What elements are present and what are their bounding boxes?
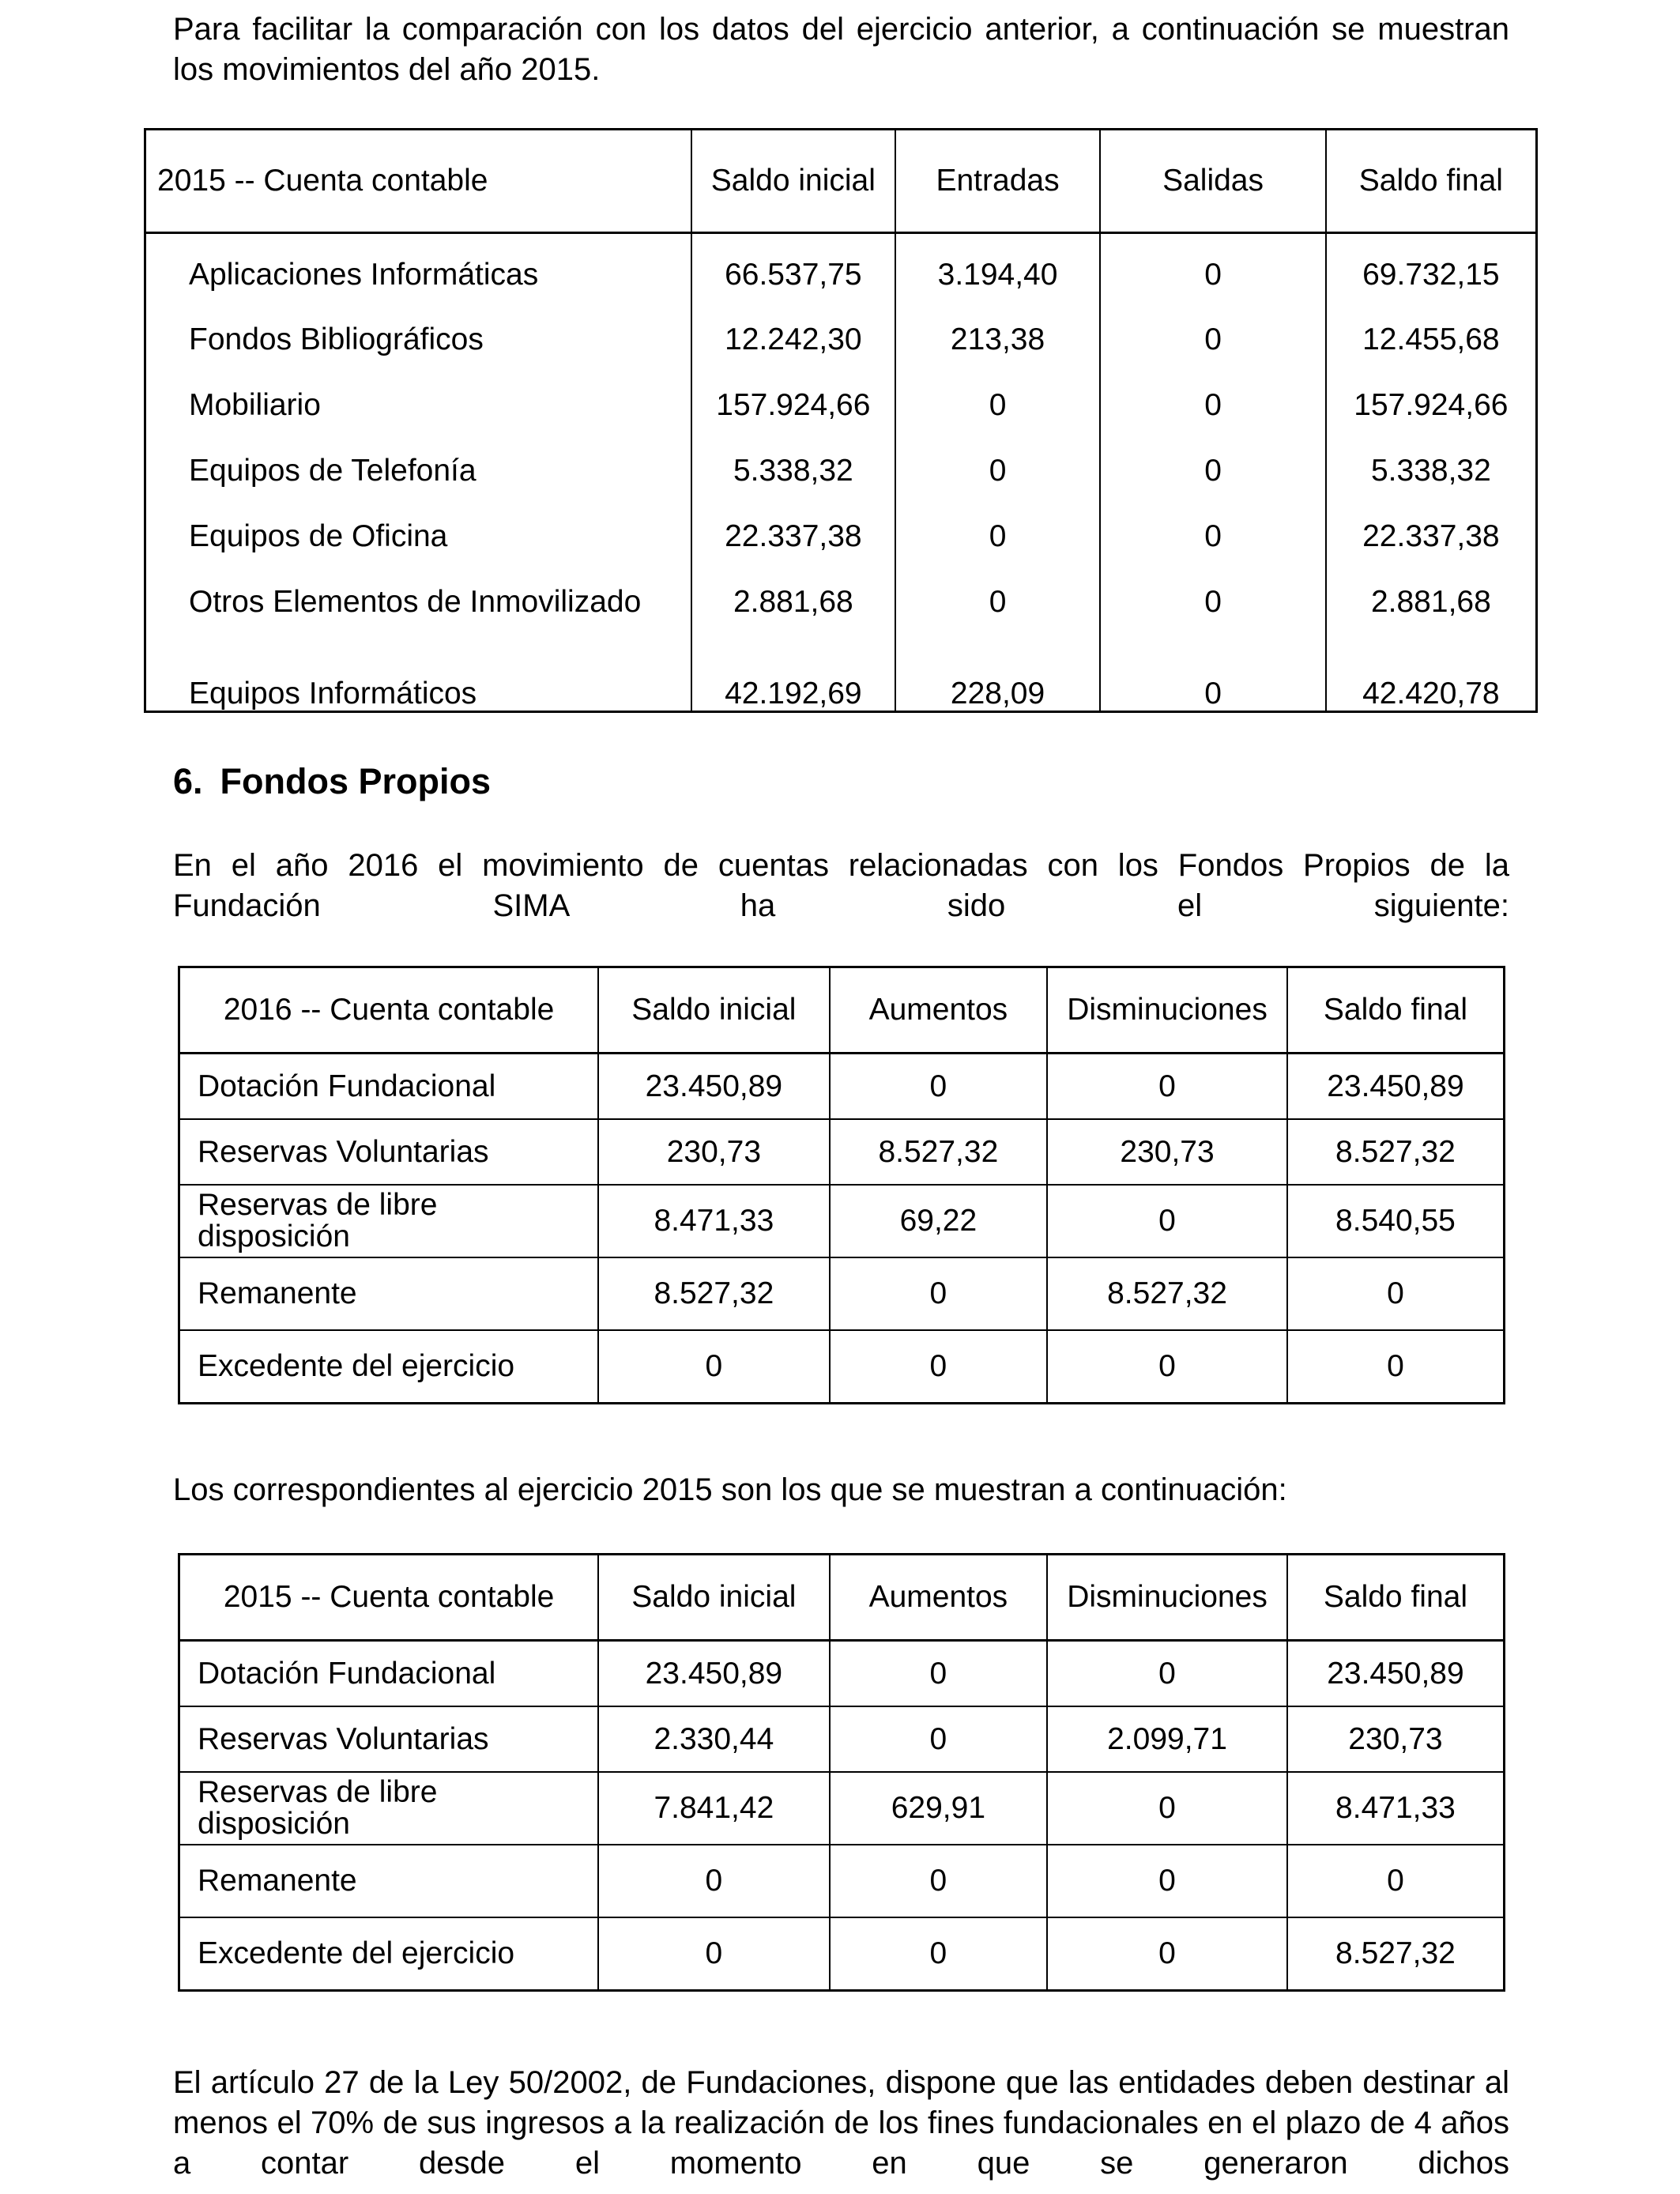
table-cell: 5.338,32 (691, 438, 895, 503)
table-row (145, 233, 1537, 307)
table-cell: Dotación Fundacional (179, 1641, 599, 1707)
header-cell: Saldo final (1287, 1555, 1505, 1641)
table-cell: 0 (598, 1917, 829, 1991)
table-cell: Equipos de Telefonía (189, 453, 477, 488)
table-row (145, 438, 1537, 503)
table-cell: 8.527,32 (598, 1257, 829, 1330)
table-cell: 0 (1047, 1054, 1287, 1120)
table-row (179, 1641, 1505, 1707)
table-cell: Otros Elementos de Inmovilizado (189, 584, 642, 619)
header-cell: Saldo inicial (598, 967, 829, 1054)
table-cell: 8.527,32 (1287, 1917, 1505, 1991)
table-cell: 0 (1100, 307, 1325, 372)
table-cell: 8.527,32 (1287, 1119, 1505, 1185)
table-fondos-propios-2015 (178, 1553, 1505, 1992)
table-cell: 5.338,32 (1326, 438, 1537, 503)
table-cell: 2.099,71 (1047, 1706, 1287, 1772)
table-cell: 0 (830, 1641, 1048, 1707)
table-cell: Excedente del ejercicio (179, 1917, 599, 1991)
table-cell: 0 (1100, 635, 1325, 712)
table-cell: 230,73 (1047, 1119, 1287, 1185)
table-cell: 0 (1100, 372, 1325, 438)
table-cell: 8.471,33 (598, 1185, 829, 1257)
table-cell: 213,38 (895, 307, 1101, 372)
table-cell: 230,73 (598, 1119, 829, 1185)
table-cell: 23.450,89 (598, 1054, 829, 1120)
table-cell: 228,09 (895, 635, 1101, 712)
table-cell: 0 (1100, 569, 1325, 635)
header-cell: 2016 -- Cuenta contable (179, 967, 599, 1054)
table-cell: 0 (830, 1257, 1048, 1330)
table-row (179, 1119, 1505, 1185)
header-cell: Aumentos (830, 1555, 1048, 1641)
table-cell: Reservas Voluntarias (179, 1119, 599, 1185)
table-cell: 0 (1047, 1917, 1287, 1991)
table-fondos-propios-2016 (178, 966, 1505, 1404)
table-cell: 69.732,15 (1326, 233, 1537, 307)
header-cell: 2015 -- Cuenta contable (145, 130, 691, 233)
intro-paragraph: Para facilitar la comparación con los datos del ejercicio anterior, a continuación se muestran los movimientos del año 2015. (173, 12, 1509, 87)
table-row (145, 503, 1537, 569)
table-cell: 42.192,69 (691, 635, 895, 712)
section-heading (173, 759, 491, 805)
table-cell: 0 (1100, 503, 1325, 569)
table-cell: 2.330,44 (598, 1706, 829, 1772)
table-cell: 8.471,33 (1287, 1772, 1505, 1845)
table-cell: 0 (1047, 1772, 1287, 1845)
table-cell: 0 (1047, 1185, 1287, 1257)
table-cell: Mobiliario (189, 387, 321, 422)
table-cell: Equipos de Oficina (189, 518, 448, 553)
table-cell: Aplicaciones Informáticas (189, 258, 539, 292)
header-cell: Saldo inicial (691, 130, 895, 233)
table-row (145, 307, 1537, 372)
table-cell: 42.420,78 (1326, 635, 1537, 712)
table-cell: 0 (1100, 438, 1325, 503)
table-cell: 0 (1047, 1845, 1287, 1917)
table-cell: Equipos Informáticos (189, 677, 477, 711)
section-number: 6. (173, 761, 203, 801)
header-cell: Salidas (1100, 130, 1325, 233)
table-cell: 0 (895, 372, 1101, 438)
table-row (179, 1257, 1505, 1330)
table-cell: 23.450,89 (1287, 1641, 1505, 1707)
table-cell: 8.540,55 (1287, 1185, 1505, 1257)
table-cell: Excedente del ejercicio (179, 1330, 599, 1404)
table-row (179, 1054, 1505, 1120)
paragraph-2015: Los correspondientes al ejercicio 2015 son los que se muestran a continuación: (173, 1472, 1287, 1507)
table-row (179, 1845, 1505, 1917)
table-cell: 157.924,66 (691, 372, 895, 438)
table-cell: 230,73 (1287, 1706, 1505, 1772)
table-row (145, 635, 1537, 712)
table-header-row (179, 1555, 1505, 1641)
table-cell: 0 (1047, 1330, 1287, 1404)
paragraph-2016: En el año 2016 el movimiento de cuentas relacionadas con los Fondos Propios de la Fundación SIMA ha sido el siguiente: (173, 848, 1509, 923)
table-cell: 0 (895, 438, 1101, 503)
table-cell: 0 (598, 1330, 829, 1404)
table-cell: 629,91 (830, 1772, 1048, 1845)
table-row (145, 569, 1537, 635)
table-cell: 69,22 (830, 1185, 1048, 1257)
table-cell: 0 (1100, 233, 1325, 307)
table-cell: 0 (830, 1917, 1048, 1991)
table-cell: 22.337,38 (1326, 503, 1537, 569)
table-cell: 8.527,32 (830, 1119, 1048, 1185)
closing-paragraph: El artículo 27 de la Ley 50/2002, de Fundaciones, dispone que las entidades deben destinar al menos el 70% de sus ingresos a la realización de los fines fundacionales en el plazo de 4 años a contar desde el momento en que se generaron dichos (173, 2065, 1509, 2181)
header-cell: Disminuciones (1047, 1555, 1287, 1641)
table-cell: 0 (830, 1330, 1048, 1404)
header-cell: Saldo final (1326, 130, 1537, 233)
table-cell: 8.527,32 (1047, 1257, 1287, 1330)
table-cell: 0 (1047, 1641, 1287, 1707)
table-cell: Reservas de libre disposición (179, 1772, 599, 1845)
header-cell: Disminuciones (1047, 967, 1287, 1054)
section-title: Fondos Propios (220, 761, 492, 801)
table-cell: Remanente (179, 1845, 599, 1917)
table-row (179, 1706, 1505, 1772)
table-row (179, 1917, 1505, 1991)
table-cell: 0 (830, 1054, 1048, 1120)
table-row (179, 1330, 1505, 1404)
table-cell: 0 (830, 1706, 1048, 1772)
table-cell: 0 (1287, 1330, 1505, 1404)
header-cell: Aumentos (830, 967, 1048, 1054)
table-row (145, 372, 1537, 438)
table-cell: 23.450,89 (598, 1641, 829, 1707)
table-cell: 22.337,38 (691, 503, 895, 569)
table-cell: 7.841,42 (598, 1772, 829, 1845)
table-cell: 2.881,68 (1326, 569, 1537, 635)
table-cell: 0 (830, 1845, 1048, 1917)
table-row (179, 1185, 1505, 1257)
table-row (179, 1772, 1505, 1845)
table-cell: 12.455,68 (1326, 307, 1537, 372)
table-cell: Dotación Fundacional (179, 1054, 599, 1120)
table-cell: Remanente (179, 1257, 599, 1330)
table-cell: 157.924,66 (1326, 372, 1537, 438)
table-cell: 0 (895, 503, 1101, 569)
header-cell: 2015 -- Cuenta contable (179, 1555, 599, 1641)
table-cell: 3.194,40 (895, 233, 1101, 307)
table-cell: Fondos Bibliográficos (189, 322, 484, 356)
table-inmovilizado-2015 (144, 128, 1538, 713)
table-cell: Reservas Voluntarias (179, 1706, 599, 1772)
table-cell: 0 (895, 569, 1101, 635)
table-cell: Reservas de libre disposición (179, 1185, 599, 1257)
header-cell: Entradas (895, 130, 1101, 233)
table-header-row (145, 130, 1537, 233)
table-cell: 12.242,30 (691, 307, 895, 372)
table-cell: 66.537,75 (691, 233, 895, 307)
table-cell: 0 (1287, 1257, 1505, 1330)
table-cell: 0 (1287, 1845, 1505, 1917)
table-cell: 0 (598, 1845, 829, 1917)
table-header-row (179, 967, 1505, 1054)
header-cell: Saldo inicial (598, 1555, 829, 1641)
table-cell: 2.881,68 (691, 569, 895, 635)
table-cell: 23.450,89 (1287, 1054, 1505, 1120)
header-cell: Saldo final (1287, 967, 1505, 1054)
